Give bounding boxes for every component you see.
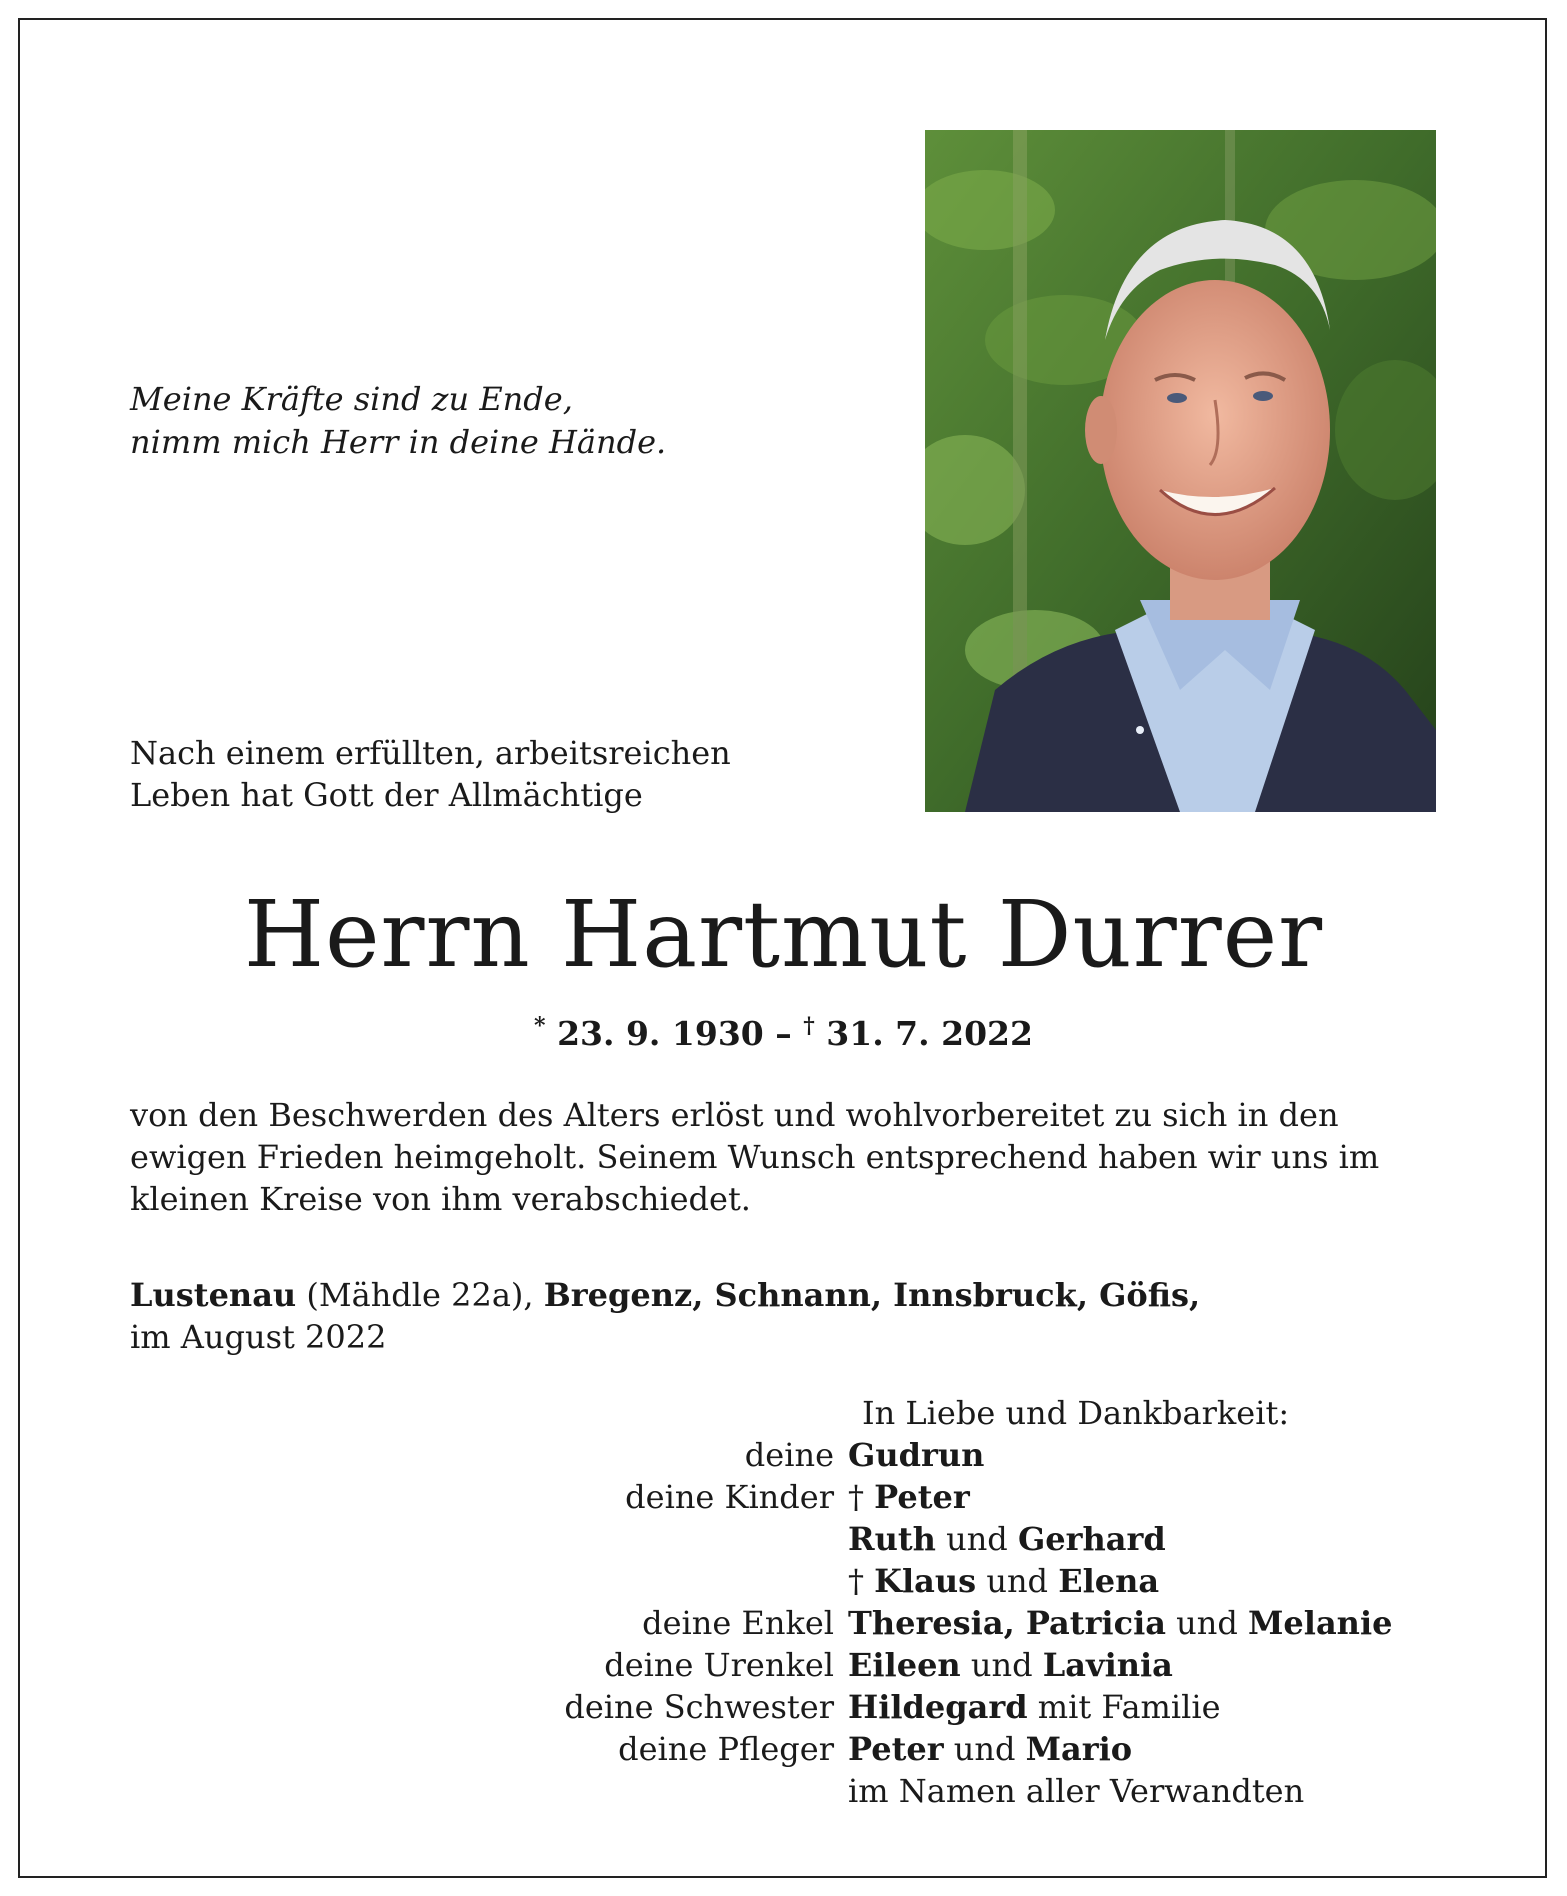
signoff-row: [130, 1770, 1436, 1812]
intro-line-2: Leben hat Gott der Allmächtige: [130, 776, 643, 814]
family-member-name: Lavinia: [1042, 1646, 1173, 1684]
family-names: [848, 1686, 1436, 1728]
connector-text: †: [848, 1562, 875, 1600]
signoff-rows: [130, 1434, 1436, 1812]
body-line-3: kleinen Kreise von ihm verabschiedet.: [130, 1180, 751, 1218]
connector-text: und: [960, 1646, 1043, 1684]
place-others: Bregenz, Schnann, Innsbruck, Göfis,: [543, 1276, 1201, 1314]
family-member-name: Eileen: [848, 1646, 961, 1684]
signoff-row: [130, 1728, 1436, 1770]
signoff-row: [130, 1518, 1436, 1560]
epigraph-quote: [130, 378, 666, 464]
relation-label: deine Pfleger: [618, 1730, 834, 1768]
connector-text: und: [976, 1562, 1059, 1600]
family-member-name: Ruth: [848, 1520, 936, 1558]
relation-label: [130, 1770, 848, 1812]
family-member-name: Gerhard: [1017, 1520, 1166, 1558]
announcement-body: [130, 1094, 1435, 1220]
quote-line-2: nimm mich Herr in deine Hände.: [130, 423, 667, 461]
family-names: [848, 1770, 1436, 1812]
signoff-row: [130, 1644, 1436, 1686]
intro-text: [130, 732, 810, 816]
places-line: [130, 1274, 1435, 1316]
deceased-name: Herrn Hartmut Durrer: [243, 881, 1324, 988]
family-names: [848, 1434, 1436, 1476]
life-dates: [0, 1004, 1567, 1056]
signoff-row: [130, 1686, 1436, 1728]
quote-line-1: Meine Kräfte sind zu Ende,: [130, 380, 573, 418]
family-names: [848, 1728, 1436, 1770]
family-member-name: Peter: [848, 1730, 944, 1768]
family-member-name: Klaus: [874, 1562, 977, 1600]
date-line: im August 2022: [130, 1318, 387, 1356]
place-town: Lustenau: [130, 1276, 297, 1314]
family-member-name: Melanie: [1248, 1604, 1393, 1642]
family-member-name: Theresia, Patricia: [848, 1604, 1166, 1642]
places-and-date: [130, 1274, 1435, 1358]
relation-label: deine Enkel: [642, 1604, 834, 1642]
portrait-illustration: [925, 130, 1436, 812]
relation-label: deine Urenkel: [604, 1646, 834, 1684]
relation-label: deine: [744, 1436, 834, 1474]
family-names: [848, 1476, 1436, 1518]
relation-label: [130, 1518, 848, 1560]
family-names: [848, 1602, 1436, 1644]
birth-symbol: *: [534, 1013, 546, 1039]
signoff-heading: In Liebe und Dankbarkeit:: [862, 1394, 1290, 1432]
connector-text: mit Familie: [1027, 1688, 1221, 1726]
family-names: [848, 1644, 1436, 1686]
family-member-name: Mario: [1025, 1730, 1133, 1768]
family-names: [848, 1518, 1436, 1560]
signoff-row: [130, 1602, 1436, 1644]
death-symbol: †: [803, 1013, 815, 1039]
family-member-name: Peter: [874, 1478, 970, 1516]
relation-label: [130, 1560, 848, 1602]
birth-date: 23. 9. 1930: [557, 1014, 764, 1053]
family-names: [848, 1560, 1436, 1602]
relation-label: deine Schwester: [564, 1688, 834, 1726]
connector-text: und: [943, 1730, 1026, 1768]
portrait-photo: [925, 130, 1436, 812]
connector-text: und: [1165, 1604, 1248, 1642]
relation-label: deine Kinder: [625, 1478, 834, 1516]
death-date: 31. 7. 2022: [826, 1014, 1033, 1053]
body-line-1: von den Beschwerden des Alters erlöst und wohlvorbereitet zu sich in den: [130, 1096, 1339, 1134]
intro-line-1: Nach einem erfüllten, arbeitsreichen: [130, 734, 731, 772]
body-line-2: ewigen Frieden heimgeholt. Seinem Wunsch entsprechend haben wir uns im: [130, 1138, 1380, 1176]
connector-text: im Namen aller Verwandten: [848, 1772, 1305, 1810]
signoff-row: [130, 1560, 1436, 1602]
place-address: (Mähdle 22a),: [306, 1276, 534, 1314]
connector-text: †: [848, 1478, 875, 1516]
family-member-name: Elena: [1058, 1562, 1160, 1600]
family-member-name: Hildegard: [848, 1688, 1028, 1726]
family-signoff: [130, 1392, 1436, 1812]
date-separator: –: [775, 1014, 792, 1053]
family-member-name: Gudrun: [848, 1436, 985, 1474]
connector-text: und: [935, 1520, 1018, 1558]
signoff-row: [130, 1476, 1436, 1518]
signoff-row: [130, 1434, 1436, 1476]
